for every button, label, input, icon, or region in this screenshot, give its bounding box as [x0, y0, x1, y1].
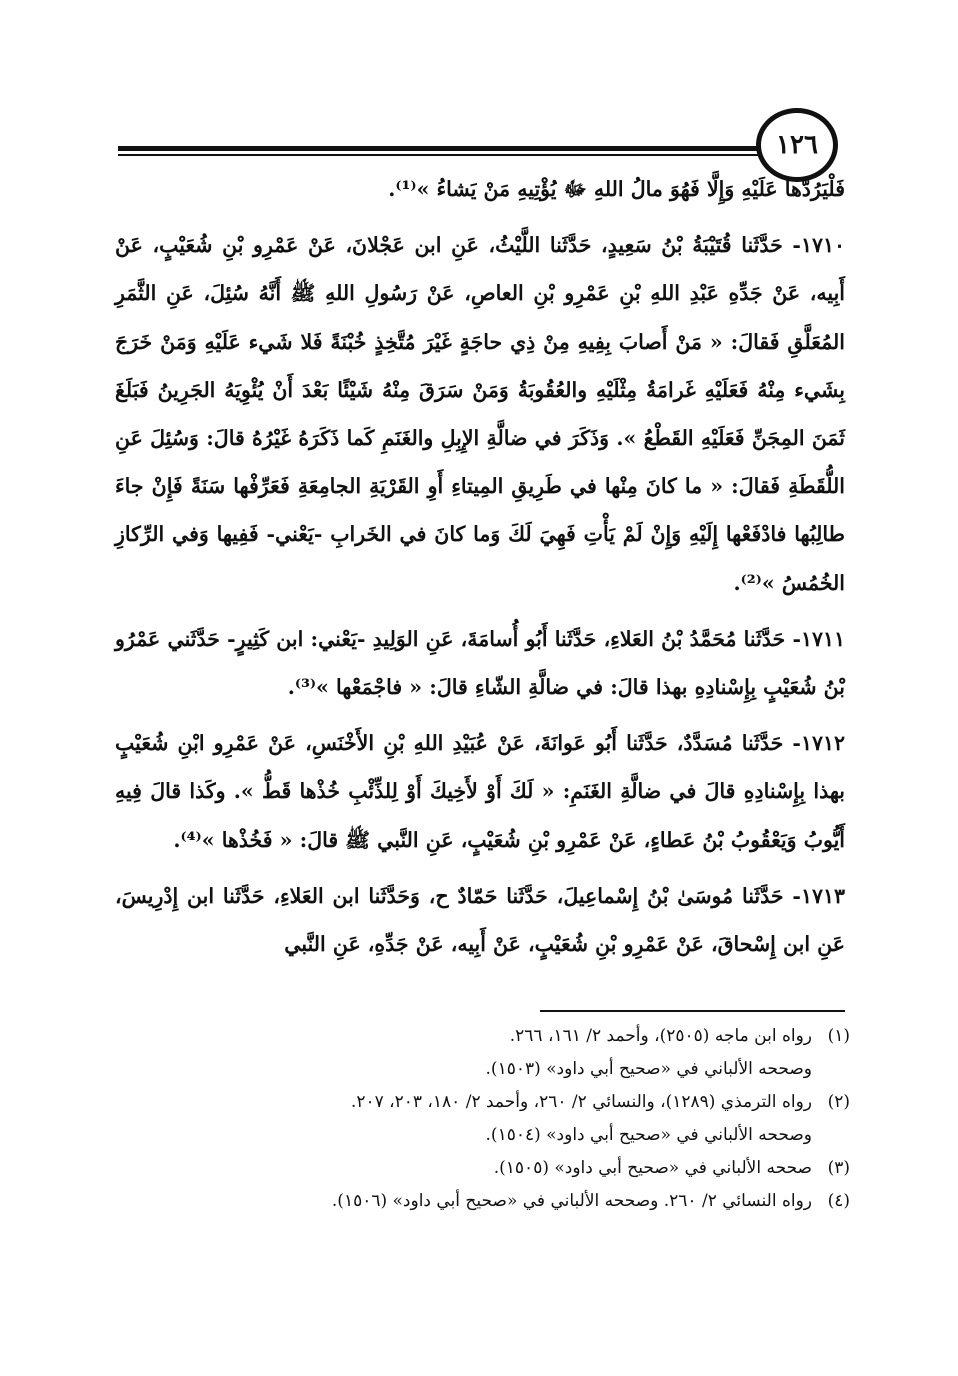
footnote-line: وصححه الألباني في «صحيح أبي داود» (١٥٠٣).: [485, 1059, 812, 1079]
header-rule-thin: [118, 154, 758, 156]
footnote: [115, 1020, 850, 1086]
footnote-line: رواه الترمذي (١٢٨٩)، والنسائي ٢/ ٢٦٠، وأحمد ٢/ ١٨٠، ٢٠٣، ٢٠٧.: [350, 1092, 812, 1112]
footnote-line: وصححه الألباني في «صحيح أبي داود» (١٥٠٤).: [485, 1125, 812, 1145]
footnote-separator: [540, 1010, 845, 1012]
footnote: [115, 1086, 850, 1152]
footnote: [115, 1185, 850, 1218]
footnote-line: صححه الألباني في «صحيح أبي داود» (١٥٠٥).: [493, 1158, 812, 1178]
footnote-line: رواه النسائي ٢/ ٢٦٠. وصححه الألباني في «صحيح أبي داود» (١٥٠٦).: [331, 1191, 812, 1211]
paragraph: فَلْيَرُدَّها عَلَيْهِ وَإِلَّا فَهُوَ مالُ اللهِ ﷻ يُؤْتِيهِ مَنْ يَشاءُ »⁽¹⁾.: [388, 177, 845, 201]
footnote-number: (٢): [827, 1092, 850, 1112]
footnote: [115, 1152, 850, 1185]
page-number: ١٢٦: [756, 108, 838, 182]
footnote-number: (٣): [827, 1158, 850, 1178]
footnote-line: رواه ابن ماجه (٢٥٠٥)، وأحمد ٢/ ١٦١، ٢٦٦.: [509, 1026, 812, 1046]
main-text: [115, 165, 845, 976]
header-rule-thick: [118, 146, 758, 151]
footnote-number: (٤): [827, 1191, 850, 1211]
paragraph: ١٧١٠- حَدَّثَنا قُتَيْبَةُ بْنُ سَعِيدٍ، حَدَّثَنا اللَّيْثُ، عَنِ ابن عَجْلانَ، عَنْ عَمْرِو بْنِ شُعَيْبٍ، عَنْ أَبِيه، عَنْ جَدِّهِ عَبْدِ اللهِ بْنِ عَمْرِو بْنِ العاصِ، عَنْ رَسُولِ اللهِ ﷺ أَنَّهُ سُئِلَ، عَنِ الثَّمَرِ المُعَلَّقِ فَقالَ: « مَنْ أَصابَ بِفِيهِ مِنْ ذِي حاجَةٍ غَيْرَ مُتَّخِذٍ خُبْنَةً فَلا شَيء عَلَيْهِ وَمَنْ خَرَجَ بِشَيء مِنْهُ فَعَلَيْهِ غَرامَةُ مِثْلَيْهِ والعُقُوبَةُ وَمَنْ سَرَقَ مِنْهُ شَيْئًا بَعْدَ أَنْ يُئْوِيَهُ الجَرِينُ فَبَلَغَ ثَمَنَ المِجَنِّ فَعَلَيْهِ القَطْعُ ». وَذَكَرَ في ضالَّةِ الإِبِلِ والغَنَمِ كَما ذَكَرَهُ غَيْرُهُ قالَ: وَسُئِلَ عَنِ اللُّقَطَةِ فَقالَ: « ما كانَ مِنْها في طَرِيقِ المِيتاءِ أَوِ القَرْيَةِ الجامِعَةِ فَعَرِّفْها سَنَةً فَإِنْ جاءَ طالِبُها فادْفَعْها إِلَيْهِ وَإِنْ لَمْ يَأْتِ فَهِيَ لَكَ وَما كانَ في الخَرابِ -يَعْني- فَفِيها وَفي الرِّكازِ الخُمُسُ »⁽²⁾.: [115, 233, 845, 595]
footnote-number: (١): [827, 1026, 850, 1046]
paragraph: ١٧١٣- حَدَّثَنا مُوسَىٰ بْنُ إِسْماعِيلَ، حَدَّثَنا حَمّادٌ ح، وَحَدَّثَنا ابن العَلاءِ، حَدَّثَنا ابن إِدْرِيسَ، عَنِ ابن إِسْحاقَ، عَنْ عَمْرِو بْنِ شُعَيْبٍ، عَنْ أَبِيه، عَنْ جَدِّهِ، عَنِ النَّبي: [115, 883, 845, 957]
footnotes: [115, 1020, 850, 1218]
paragraph: ١٧١١- حَدَّثَنا مُحَمَّدُ بْنُ العَلاءِ، حَدَّثَنا أَبُو أُسامَةَ، عَنِ الوَلِيدِ -يَعْني: ابن كَثِيرٍ- حَدَّثَني عَمْرُو بْنُ شُعَيْبٍ بِإِسْنادِهِ بهذا قالَ: في ضالَّةِ الشّاءِ قالَ: « فاجْمَعْها »⁽³⁾.: [115, 626, 845, 700]
paragraph: ١٧١٢- حَدَّثَنا مُسَدَّدٌ، حَدَّثَنا أَبُو عَوانَةَ، عَنْ عُبَيْدِ اللهِ بْنِ الأَخْنَسِ، عَنْ عَمْرِو ابْنِ شُعَيْبٍ بهذا بِإِسْنادِهِ قالَ في ضالَّةِ الغَنَمِ: « لَكَ أَوْ لأَخِيكَ أَوْ لِلذِّئْبِ خُذْها قَطُّ ». وكَذا قالَ فِيهِ أَيُّوبُ وَيَعْقُوبُ بْنُ عَطاءٍ، عَنْ عَمْرِو بْنِ شُعَيْبٍ، عَنِ النَّبي ﷺ قالَ: « فَخُذْها »⁽⁴⁾.: [115, 731, 845, 852]
